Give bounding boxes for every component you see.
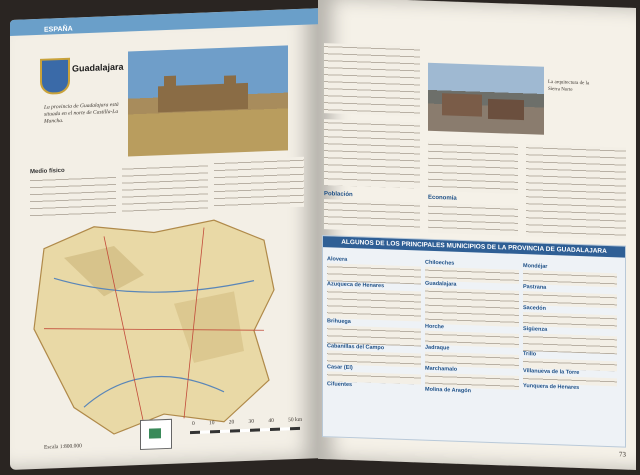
- page-number: 73: [619, 450, 626, 459]
- scale-tick-30: 30: [248, 418, 255, 425]
- village-photo: [428, 63, 544, 135]
- entry-marchamalo: Marchamalo: [425, 365, 458, 373]
- relief-text-col3: [214, 157, 304, 210]
- table-col-2: [425, 260, 519, 435]
- economy-heading: Economía: [428, 194, 457, 202]
- entry-brihuega: Brihuega: [327, 318, 351, 326]
- entry-guadalajara: Guadalajara: [425, 280, 457, 288]
- municipalities-table: [322, 235, 626, 448]
- scale-tick-10: 10: [209, 420, 215, 427]
- entry-yunquera: Yunquera de Henares: [523, 383, 580, 392]
- province-map: [24, 209, 286, 444]
- entry-villanueva: Villanueva de la Torre: [523, 368, 580, 377]
- entry-sacedon: Sacedón: [523, 305, 546, 312]
- table-title: ALGUNOS DE LOS PRINCIPALES MUNICIPIOS DE LA PROVINCIA DE GUADALAJARA: [323, 236, 625, 258]
- entry-pastrana: Pastrana: [523, 284, 547, 291]
- locator-inset: [140, 419, 172, 450]
- entry-trillo: Trillo: [523, 351, 537, 358]
- body-text-4: [526, 144, 626, 239]
- relief-text-col1: [30, 174, 116, 217]
- entry-cifuentes: Cifuentes: [327, 381, 353, 389]
- entry-azuqueca: Azuqueca de Henares: [327, 281, 385, 290]
- population-text: [324, 199, 420, 232]
- entry-alovera: Alovera: [327, 256, 348, 263]
- left-page: [10, 8, 320, 470]
- right-page: [318, 0, 636, 470]
- photo-caption: La arquitectura de la Sierra Norte: [548, 79, 590, 93]
- province-title: Guadalajara: [72, 61, 124, 74]
- entry-horche: Horche: [425, 323, 444, 331]
- table-col-1: [327, 256, 421, 431]
- intro-text: La provincia de Guadalajara está situada en el norte de Castilla-La Mancha.: [44, 101, 119, 125]
- population-heading: Población: [324, 191, 353, 199]
- entry-mondejar: Mondéjar: [523, 263, 548, 270]
- section-label: ESPAÑA: [44, 25, 73, 34]
- coat-of-arms-icon: [40, 58, 70, 95]
- entry-siguenza: Sigüenza: [523, 326, 548, 333]
- relief-text-col2: [122, 162, 208, 213]
- scale-label: Escala 1:800.000: [44, 443, 82, 451]
- body-text-3: [428, 141, 518, 194]
- scale-tick-40: 40: [268, 417, 274, 425]
- entry-cabanillas: Cabanillas del Campo: [327, 343, 385, 352]
- economy-text: [428, 203, 518, 236]
- section-band: [10, 8, 320, 36]
- castle-photo: [128, 45, 288, 156]
- relief-heading: Medio físico: [30, 167, 65, 176]
- table-col-3: [523, 263, 617, 438]
- scale-tick-20: 20: [228, 419, 235, 426]
- entry-jadraque: Jadraque: [425, 344, 450, 352]
- entry-casar: Casar (El): [327, 364, 353, 372]
- scale-tick-50: 50 km: [288, 416, 302, 424]
- body-text-1: [324, 43, 420, 116]
- entry-molina: Molina de Aragón: [425, 386, 471, 395]
- body-text-2: [324, 119, 420, 188]
- entry-chiloeches: Chiloeches: [425, 259, 455, 267]
- scale-tick-0: 0: [192, 420, 195, 428]
